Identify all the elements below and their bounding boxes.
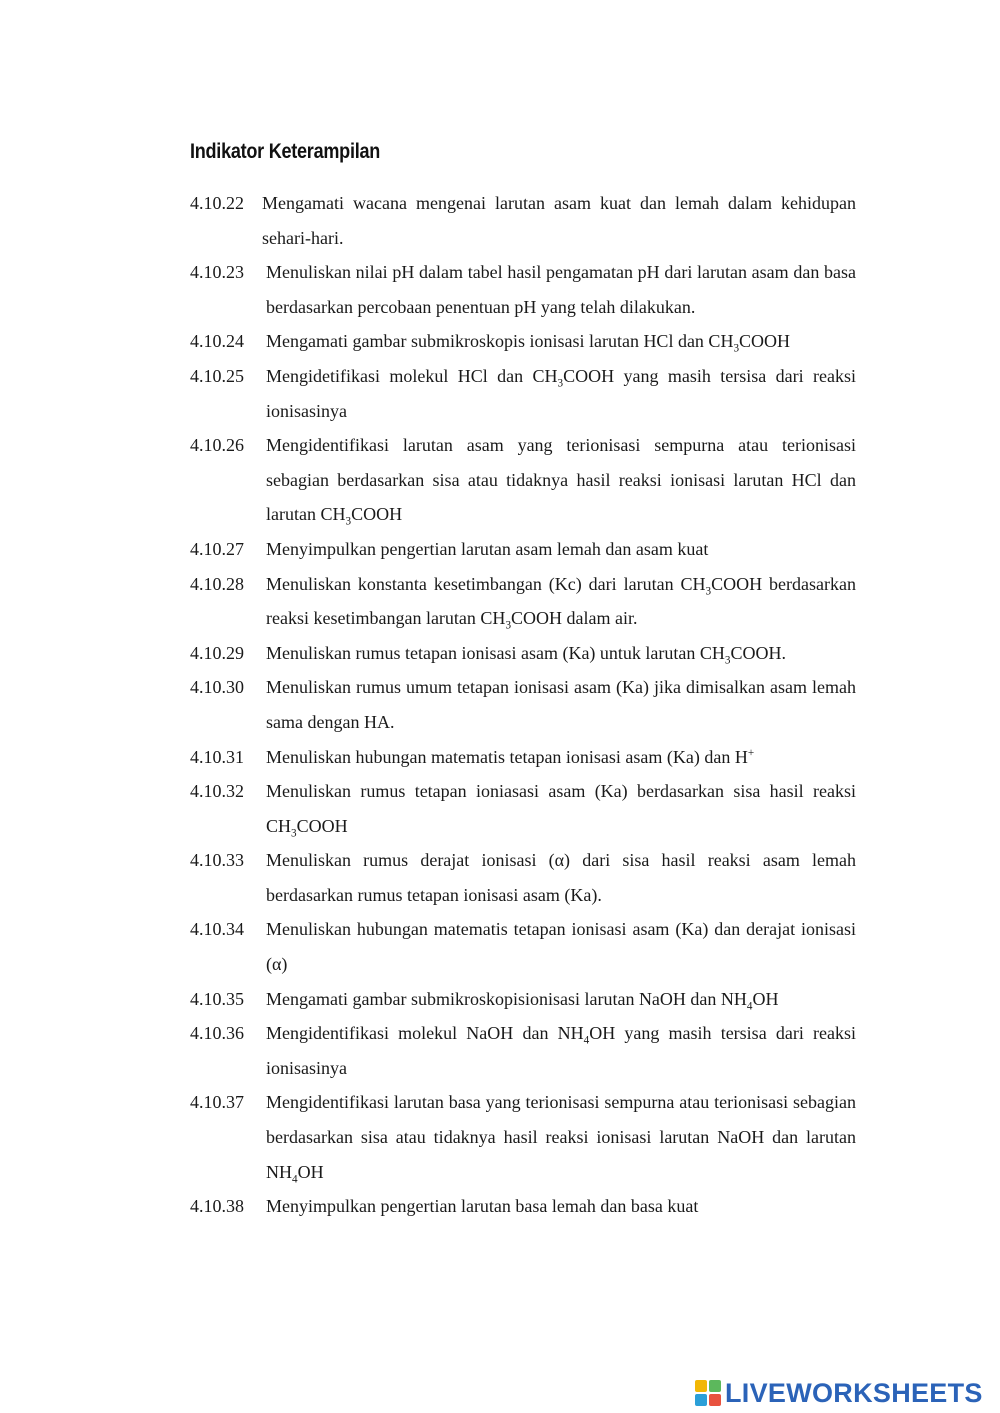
list-item [190,255,856,324]
item-number: 4.10.26 [190,435,244,456]
item-number: 4.10.22 [190,193,244,213]
list-item [190,324,856,359]
liveworksheets-logo [695,1376,983,1410]
item-number: 4.10.38 [190,1196,244,1217]
item-number: 4.10.32 [190,781,244,802]
list-item [190,912,856,981]
item-number: 4.10.34 [190,919,244,940]
item-number: 4.10.30 [190,677,244,698]
logo-square [709,1380,721,1392]
item-text: Menuliskan rumus tetapan ionisasi asam (Ka) untuk larutan $CH_3COOH$. [266,642,786,667]
list-item [190,359,856,428]
item-number: 4.10.29 [190,642,244,663]
item-text: Mengidetifikasi molekul HCl dan $CH_3COOH$ yang masih tersisa dari reaksi ionisasinya [266,365,856,421]
item-text: Mengamati wacana mengenai larutan asam kuat dan lemah dalam kehidupan sehari-hari. [262,193,856,248]
item-text: Menuliskan hubungan matematis tetapan ionisasi asam (Ka) dan H+ [266,746,755,767]
item-number: 4.10.33 [190,850,244,871]
logo-square [709,1394,721,1406]
item-number: 4.10.28 [190,573,244,594]
item-number: 4.10.37 [190,1092,244,1113]
list-item [190,1189,856,1224]
list-item [190,670,856,739]
logo-text: LIVEWORKSHEETS [725,1377,983,1408]
list-item [190,636,856,671]
item-number: 4.10.23 [190,262,244,283]
item-text: Menuliskan rumus derajat ionisasi (α) dari sisa hasil reaksi asam lemah berdasarkan rumus tetapan ionisasi asam (Ka). [266,850,856,905]
list-item [190,1016,856,1085]
item-text: Mengidentifikasi larutan basa yang terionisasi sempurna atau terionisasi sebagian berdasarkan sisa atau tidaknya hasil reaksi ionisasi larutan NaOH dan larutan $NH_4OH$ [266,1092,856,1186]
item-text: Mengidentifikasi molekul NaOH dan $NH_4OH$ yang masih tersisa dari reaksi ionisasinya [266,1023,856,1078]
logo-square [695,1380,707,1392]
list-item [190,186,856,255]
item-text: Menuliskan hubungan matematis tetapan ionisasi asam (Ka) dan derajat ionisasi (α) [266,919,856,975]
list-item [190,567,856,636]
list-item [190,428,856,532]
item-number: 4.10.25 [190,365,244,386]
item-text: Menyimpulkan pengertian larutan asam lemah dan asam kuat [266,538,709,559]
item-text: Mengamati gambar submikroskopisionisasi larutan NaOH dan $NH_4OH$ [266,988,779,1013]
list-item [190,774,856,843]
item-number: 4.10.27 [190,538,244,559]
list-item [190,982,856,1017]
list-item [190,532,856,567]
item-number: 4.10.36 [190,1023,244,1044]
item-number: 4.10.35 [190,988,244,1009]
item-text: Mengidentifikasi larutan asam yang terionisasi sempurna atau terionisasi sebagian berdasarkan sisa atau tidaknya hasil reaksi ionisasi larutan HCl dan larutan $CH_3COOH$ [266,435,856,528]
section-heading: Indikator Keterampilan [190,140,381,163]
item-text: Mengamati gambar submikroskopis ionisasi larutan HCl dan $CH_3COOH$ [266,331,791,355]
item-text: Menuliskan rumus umum tetapan ionisasi asam (Ka) jika dimisalkan asam lemah sama dengan HA. [266,677,856,732]
item-text: Menuliskan rumus tetapan ioniasasi asam (Ka) berdasarkan sisa hasil reaksi $CH_3COOH$ [266,781,856,840]
item-text: Menyimpulkan pengertian larutan basa lemah dan basa kuat [266,1196,699,1217]
item-text: Menuliskan konstanta kesetimbangan (Kc) dari larutan $CH_3COOH$ berdasarkan reaksi kesetimbangan larutan $CH_3COOH$ dalam air. [266,573,857,632]
list-item [190,1085,856,1189]
item-number: 4.10.24 [190,331,244,352]
list-item [190,740,856,775]
liveworksheets-logo-icon [695,1380,721,1406]
list-item [190,843,856,912]
item-text: Menuliskan nilai pH dalam tabel hasil pengamatan pH dari larutan asam dan basa berdasarkan percobaan penentuan pH yang telah dilakukan. [266,262,856,317]
indicator-list [190,186,856,1224]
item-number: 4.10.31 [190,746,244,767]
logo-square [695,1394,707,1406]
